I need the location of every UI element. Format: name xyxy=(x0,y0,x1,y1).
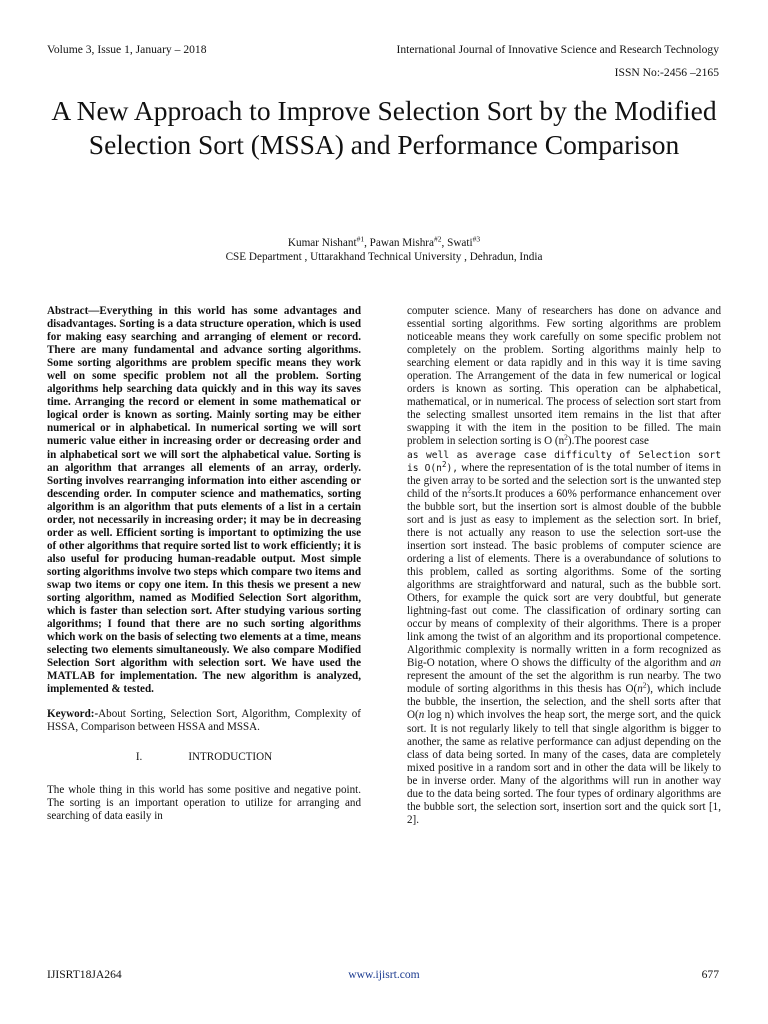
italic-text: an xyxy=(709,657,721,670)
journal-name: International Journal of Innovative Science and Research Technology xyxy=(396,43,719,56)
keywords xyxy=(47,708,361,734)
body-paragraph xyxy=(407,305,721,827)
body-text: sorts.It produces a 60% performance enhancement over the bubble sort, but the insertion sort is almost double of the bubble sort and is just as easy to implement as the selection sort. In brief, there is not actually any reason to use the selection sort-use the insertion sort instead. The basic problems of computer science are ordering a list of elements. There is a overabundance of solutions to this problem, called as sorting algorithms. Some of the sorting algorithms are straightforward and natural, such as the bubble sort. Others, for example the quick sort are very doubtful, but generate lightning-fast out come. The classification of ordinary sorting can occur by means of complexity of their algorithms. There is a proper link among the twist of an algorithm and its proportional competence. Algorithmic complexity is normally written in a form recognized as Big-O notation, where O shows the difficulty of the algorithm and xyxy=(407,487,722,670)
footer-url-container xyxy=(0,968,768,981)
paper-id: IJISRT18JA264 xyxy=(47,968,122,981)
superscript: 2 xyxy=(564,432,568,442)
author-superscript: #1 xyxy=(356,234,365,244)
section-number: I. xyxy=(135,750,143,763)
author-name: Kumar Nishant xyxy=(287,237,357,249)
italic-text: n xyxy=(637,683,643,696)
section-title: INTRODUCTION xyxy=(188,750,273,763)
body-text: computer science. Many of researchers has done on advance and essential sorting algorithms. Few sorting algorithms are problem noticeable means they work carefully on some specific problem not completely on the problem. Sorting algorithms mainly help to searching element or data rapidly and in this way it is time saving operation. The Arrangement of the data in few numerical or logical orders is known as sorting. This operation can be alphabetical, mathematical, or in numerical. The process of selection sort start from the selecting smallest unsorted item remains in the list that after swapping it with the item in the position to be filled. The main problem in selection sorting is O (n xyxy=(407,305,721,448)
journal-website-link[interactable]: www.ijisrt.com xyxy=(348,968,420,981)
author-list xyxy=(0,236,768,250)
body-text: where the representation of is the total number of items in the given array to be sorted and the selection sort is the unwanted step child of the n xyxy=(407,461,721,500)
intro-paragraph: The whole thing in this world has some positive and negative point. The sorting is an important operation to utilize for arranging and searching of data easily in xyxy=(47,783,361,822)
author-separator: , xyxy=(441,237,448,249)
superscript: 2 xyxy=(467,484,472,494)
body-text: ).The poorest case xyxy=(567,435,649,448)
body-text: log n) which involves the heap sort, the merge sort, and the quick sort. It is not regularly likely to tell that single algorithm is bigger to another, the same as relative performance can adjust depending on the class of data being sorted. In many of the cases, data are completely mixed positive in a random sort and in other the data will be likely to be in inverse order. Many of the algorithms will run in another way due to the data being sorted. The four types of ordinary algorithms are the bubble sort, the selection sort, insertion sort and the quick sort [1, 2]. xyxy=(407,709,721,826)
page-number: 677 xyxy=(701,968,719,981)
author-name: Swati xyxy=(447,237,473,249)
italic-text: n xyxy=(418,709,425,722)
journal-volume-issue: Volume 3, Issue 1, January – 2018 xyxy=(47,43,207,56)
body-text: as well as average case difficulty of Selection sort is O(n xyxy=(407,449,721,474)
superscript: 2 xyxy=(441,459,447,469)
issn-number: ISSN No:-2456 –2165 xyxy=(614,66,719,79)
left-column xyxy=(47,305,361,823)
section-heading xyxy=(47,751,361,764)
keywords-label: Keyword:- xyxy=(47,708,99,721)
right-column xyxy=(407,305,721,827)
abstract: Abstract—Everything in this world has some advantages and disadvantages. Sorting is a data structure operation, which is used for making easy searching and arranging of element or record. There are many fundamental and advance sorting algorithms. Some sorting algorithms are problem specific means they work well on some specific problem not all the problem. Sorting algorithms help searching data quickly and in this way its saves time. Arranging the record or element in some mathematical or logical order is known as sorting. Mainly sorting may be either numerical or in alphabetical. In numerical sorting we will sort numeric value either in increasing order or decreasing order and in alphabetical sort we will sort the alphabetical value. Sorting is an algorithm that arranges all elements of an array, orderly. Sorting involves rearranging information into either ascending or descending order. In computer science and mathematics, sorting algorithm is an algorithm that puts elements of a list in a certain order, not necessarily in increasing order; it may be in decreasing order as well. Efficient sorting is important to optimizing the use of other algorithms that require sorted list to work efficiently; it is also useful for producing human-readable output. Most simple sorting algorithms involve two steps which compare two items and swap two items or copy one item. In this thesis we present a new sorting algorithm, named as Modified Selection Sort algorithm, which is faster than selection sort. After studying various sorting algorithms; I found that there are no such sorting algorithms which work on the basis of selecting two elements at a time, means selecting two elements simultaneously. We also compare Modified Selection Sort algorithm with selection sort. We have used the MATLAB for implementation. The new algorithm is analyzed, implemented & tested. xyxy=(47,305,361,696)
author-superscript: #3 xyxy=(472,234,481,244)
superscript: 2 xyxy=(642,680,647,690)
author-separator: , xyxy=(364,237,370,249)
body-text: ), which include the bubble, the insertion, the selection, and the shell sorts after that O( xyxy=(407,683,721,722)
paper-title: A New Approach to Improve Selection Sort by the Modified Selection Sort (MSSA) and Performance Comparison xyxy=(51,95,717,160)
keywords-text: About Sorting, Selection Sort, Algorithm, Complexity of HSSA, Comparison between HSSA and MSSA. xyxy=(47,708,361,734)
author-affiliation: CSE Department , Uttarakhand Technical University , Dehradun, India xyxy=(225,251,543,263)
author-name: Pawan Mishra xyxy=(369,237,434,249)
body-text: ), xyxy=(446,462,459,474)
body-text: represent the amount of the set the algorithm is run nearby. The two module of sorting algorithms in this thesis has O( xyxy=(407,670,721,696)
author-superscript: #2 xyxy=(434,234,442,244)
